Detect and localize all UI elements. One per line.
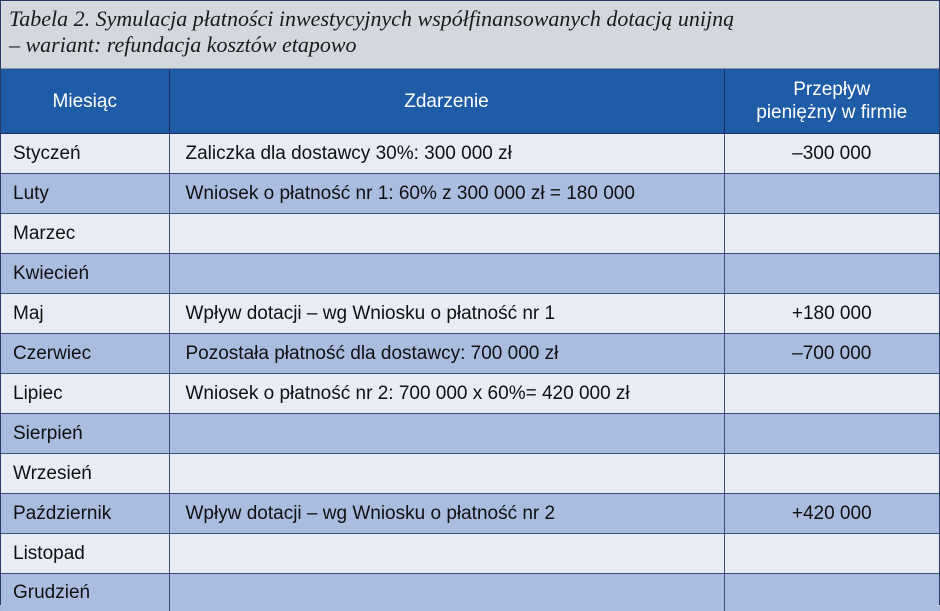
table-row <box>1 414 939 454</box>
flow-cell <box>724 574 939 611</box>
table-row <box>1 574 939 611</box>
table-row <box>1 134 939 174</box>
flow-cell <box>724 534 939 574</box>
caption-line-2: – wariant: refundacja kosztów etapowo <box>9 32 929 58</box>
event-cell: Wniosek o płatność nr 1: 60% z 300 000 zł = 180 000 <box>169 174 724 214</box>
flow-cell <box>724 174 939 214</box>
header-month: Miesiąc <box>1 69 169 134</box>
month-cell: Styczeń <box>1 134 169 174</box>
month-cell: Grudzień <box>1 574 169 611</box>
event-cell <box>169 454 724 494</box>
table-row <box>1 254 939 294</box>
caption-line-1: Tabela 2. Symulacja płatności inwestycyjnych współfinansowanych dotacją unijną <box>9 6 929 32</box>
header-flow-line-1: Przepływ <box>725 78 940 101</box>
month-cell: Kwiecień <box>1 254 169 294</box>
event-cell: Wpływ dotacji – wg Wniosku o płatność nr 1 <box>169 294 724 334</box>
payment-simulation-table <box>1 69 939 611</box>
table-row <box>1 454 939 494</box>
event-cell: Zaliczka dla dostawcy 30%: 300 000 zł <box>169 134 724 174</box>
event-cell <box>169 254 724 294</box>
month-cell: Wrzesień <box>1 454 169 494</box>
month-cell: Listopad <box>1 534 169 574</box>
table-row <box>1 214 939 254</box>
flow-cell <box>724 414 939 454</box>
month-cell: Sierpień <box>1 414 169 454</box>
table-header <box>1 69 939 134</box>
header-row <box>1 69 939 134</box>
month-cell: Październik <box>1 494 169 534</box>
event-cell <box>169 534 724 574</box>
flow-cell: –700 000 <box>724 334 939 374</box>
event-cell <box>169 214 724 254</box>
flow-cell: +180 000 <box>724 294 939 334</box>
flow-cell <box>724 454 939 494</box>
header-flow <box>724 69 939 134</box>
month-cell: Czerwiec <box>1 334 169 374</box>
month-cell: Marzec <box>1 214 169 254</box>
flow-cell <box>724 374 939 414</box>
event-cell <box>169 574 724 611</box>
event-cell: Pozostała płatność dla dostawcy: 700 000 zł <box>169 334 724 374</box>
table-row <box>1 374 939 414</box>
table-body <box>1 134 939 611</box>
month-cell: Maj <box>1 294 169 334</box>
month-cell: Luty <box>1 174 169 214</box>
table-row <box>1 494 939 534</box>
flow-cell: –300 000 <box>724 134 939 174</box>
flow-cell: +420 000 <box>724 494 939 534</box>
flow-cell <box>724 214 939 254</box>
event-cell: Wniosek o płatność nr 2: 700 000 x 60%= 420 000 zł <box>169 374 724 414</box>
event-cell <box>169 414 724 454</box>
header-flow-line-2: pieniężny w firmie <box>725 101 940 124</box>
month-cell: Lipiec <box>1 374 169 414</box>
table-caption <box>1 1 939 69</box>
table-row <box>1 534 939 574</box>
header-event: Zdarzenie <box>169 69 724 134</box>
table-row <box>1 334 939 374</box>
table-row <box>1 174 939 214</box>
table-row <box>1 294 939 334</box>
flow-cell <box>724 254 939 294</box>
event-cell: Wpływ dotacji – wg Wniosku o płatność nr 2 <box>169 494 724 534</box>
